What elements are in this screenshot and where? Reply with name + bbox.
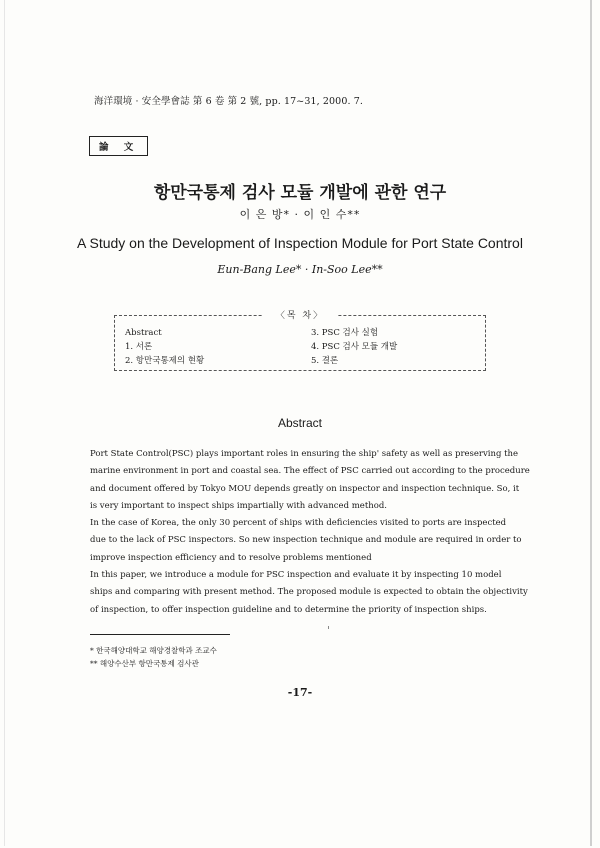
- footnotes: [90, 644, 217, 670]
- toc-heading: 〈목 차〉: [262, 308, 338, 321]
- toc-item: Abstract: [125, 328, 162, 338]
- footnote-item: ** 해양수산부 항만국통제 검사관: [90, 659, 199, 668]
- footnote-item: * 한국해양대학교 해양경찰학과 조교수: [90, 646, 217, 655]
- footnote-divider: [90, 634, 230, 635]
- abstract-line: of inspection, to offer inspection guideline and to determine the priority of inspection ships.: [90, 604, 487, 615]
- abstract-line: In the case of Korea, the only 30 percent of ships with deficiencies visited to ports are inspected: [90, 518, 507, 529]
- toc-item: 5. 결론: [311, 356, 339, 366]
- abstract-line: improve inspection efficiency and to resolve problems mentioned: [90, 552, 372, 563]
- journal-header: 海洋環境 · 安全學會誌 第 6 卷 第 2 號, pp. 17~31, 2000. 7.: [94, 96, 363, 107]
- title-korean: 항만국통제 검사 모듈 개발에 관한 연구: [153, 183, 447, 203]
- scan-artifact: [328, 626, 329, 629]
- authors-english: Eun-Bang Lee* · In-Soo Lee**: [217, 263, 383, 276]
- table-of-contents: [114, 311, 486, 371]
- toc-item: 3. PSC 검사 실험: [311, 328, 379, 338]
- toc-item: 4. PSC 검사 모듈 개발: [311, 342, 398, 352]
- abstract-line: due to the lack of PSC inspectors. So new inspection technique and module are required in order to: [90, 535, 522, 546]
- title-english: A Study on the Development of Inspection Module for Port State Control: [77, 235, 523, 251]
- abstract-line: is very important to inspect ships impartially with advanced method.: [90, 500, 387, 511]
- page-number: -17-: [287, 686, 313, 699]
- abstract-line: marine environment in port and coastal sea. The effect of PSC carried out according to the procedure: [90, 466, 530, 477]
- toc-item: 1. 서론: [125, 342, 153, 352]
- abstract-line: ships and comparing with present method. The proposed module is expected to obtain the objectivity: [90, 587, 528, 598]
- toc-right-column: [311, 326, 397, 368]
- article-type-label: 論 文: [89, 136, 148, 156]
- toc-item: 2. 항만국통제의 현황: [125, 356, 205, 366]
- abstract-line: and document offered by Tokyo MOU depends greatly on inspector and inspection technique. So, it: [90, 483, 520, 494]
- authors-korean: 이 은 방* · 이 인 수**: [239, 208, 361, 221]
- abstract-line: In this paper, we introduce a module for PSC inspection and evaluate it by inspecting 10 model: [90, 570, 502, 581]
- abstract-line: Port State Control(PSC) plays important roles in ensuring the ship' safety as well as preserving the: [90, 449, 519, 459]
- toc-left-column: [125, 326, 204, 368]
- abstract-heading: Abstract: [277, 416, 322, 430]
- abstract-body: [90, 446, 530, 619]
